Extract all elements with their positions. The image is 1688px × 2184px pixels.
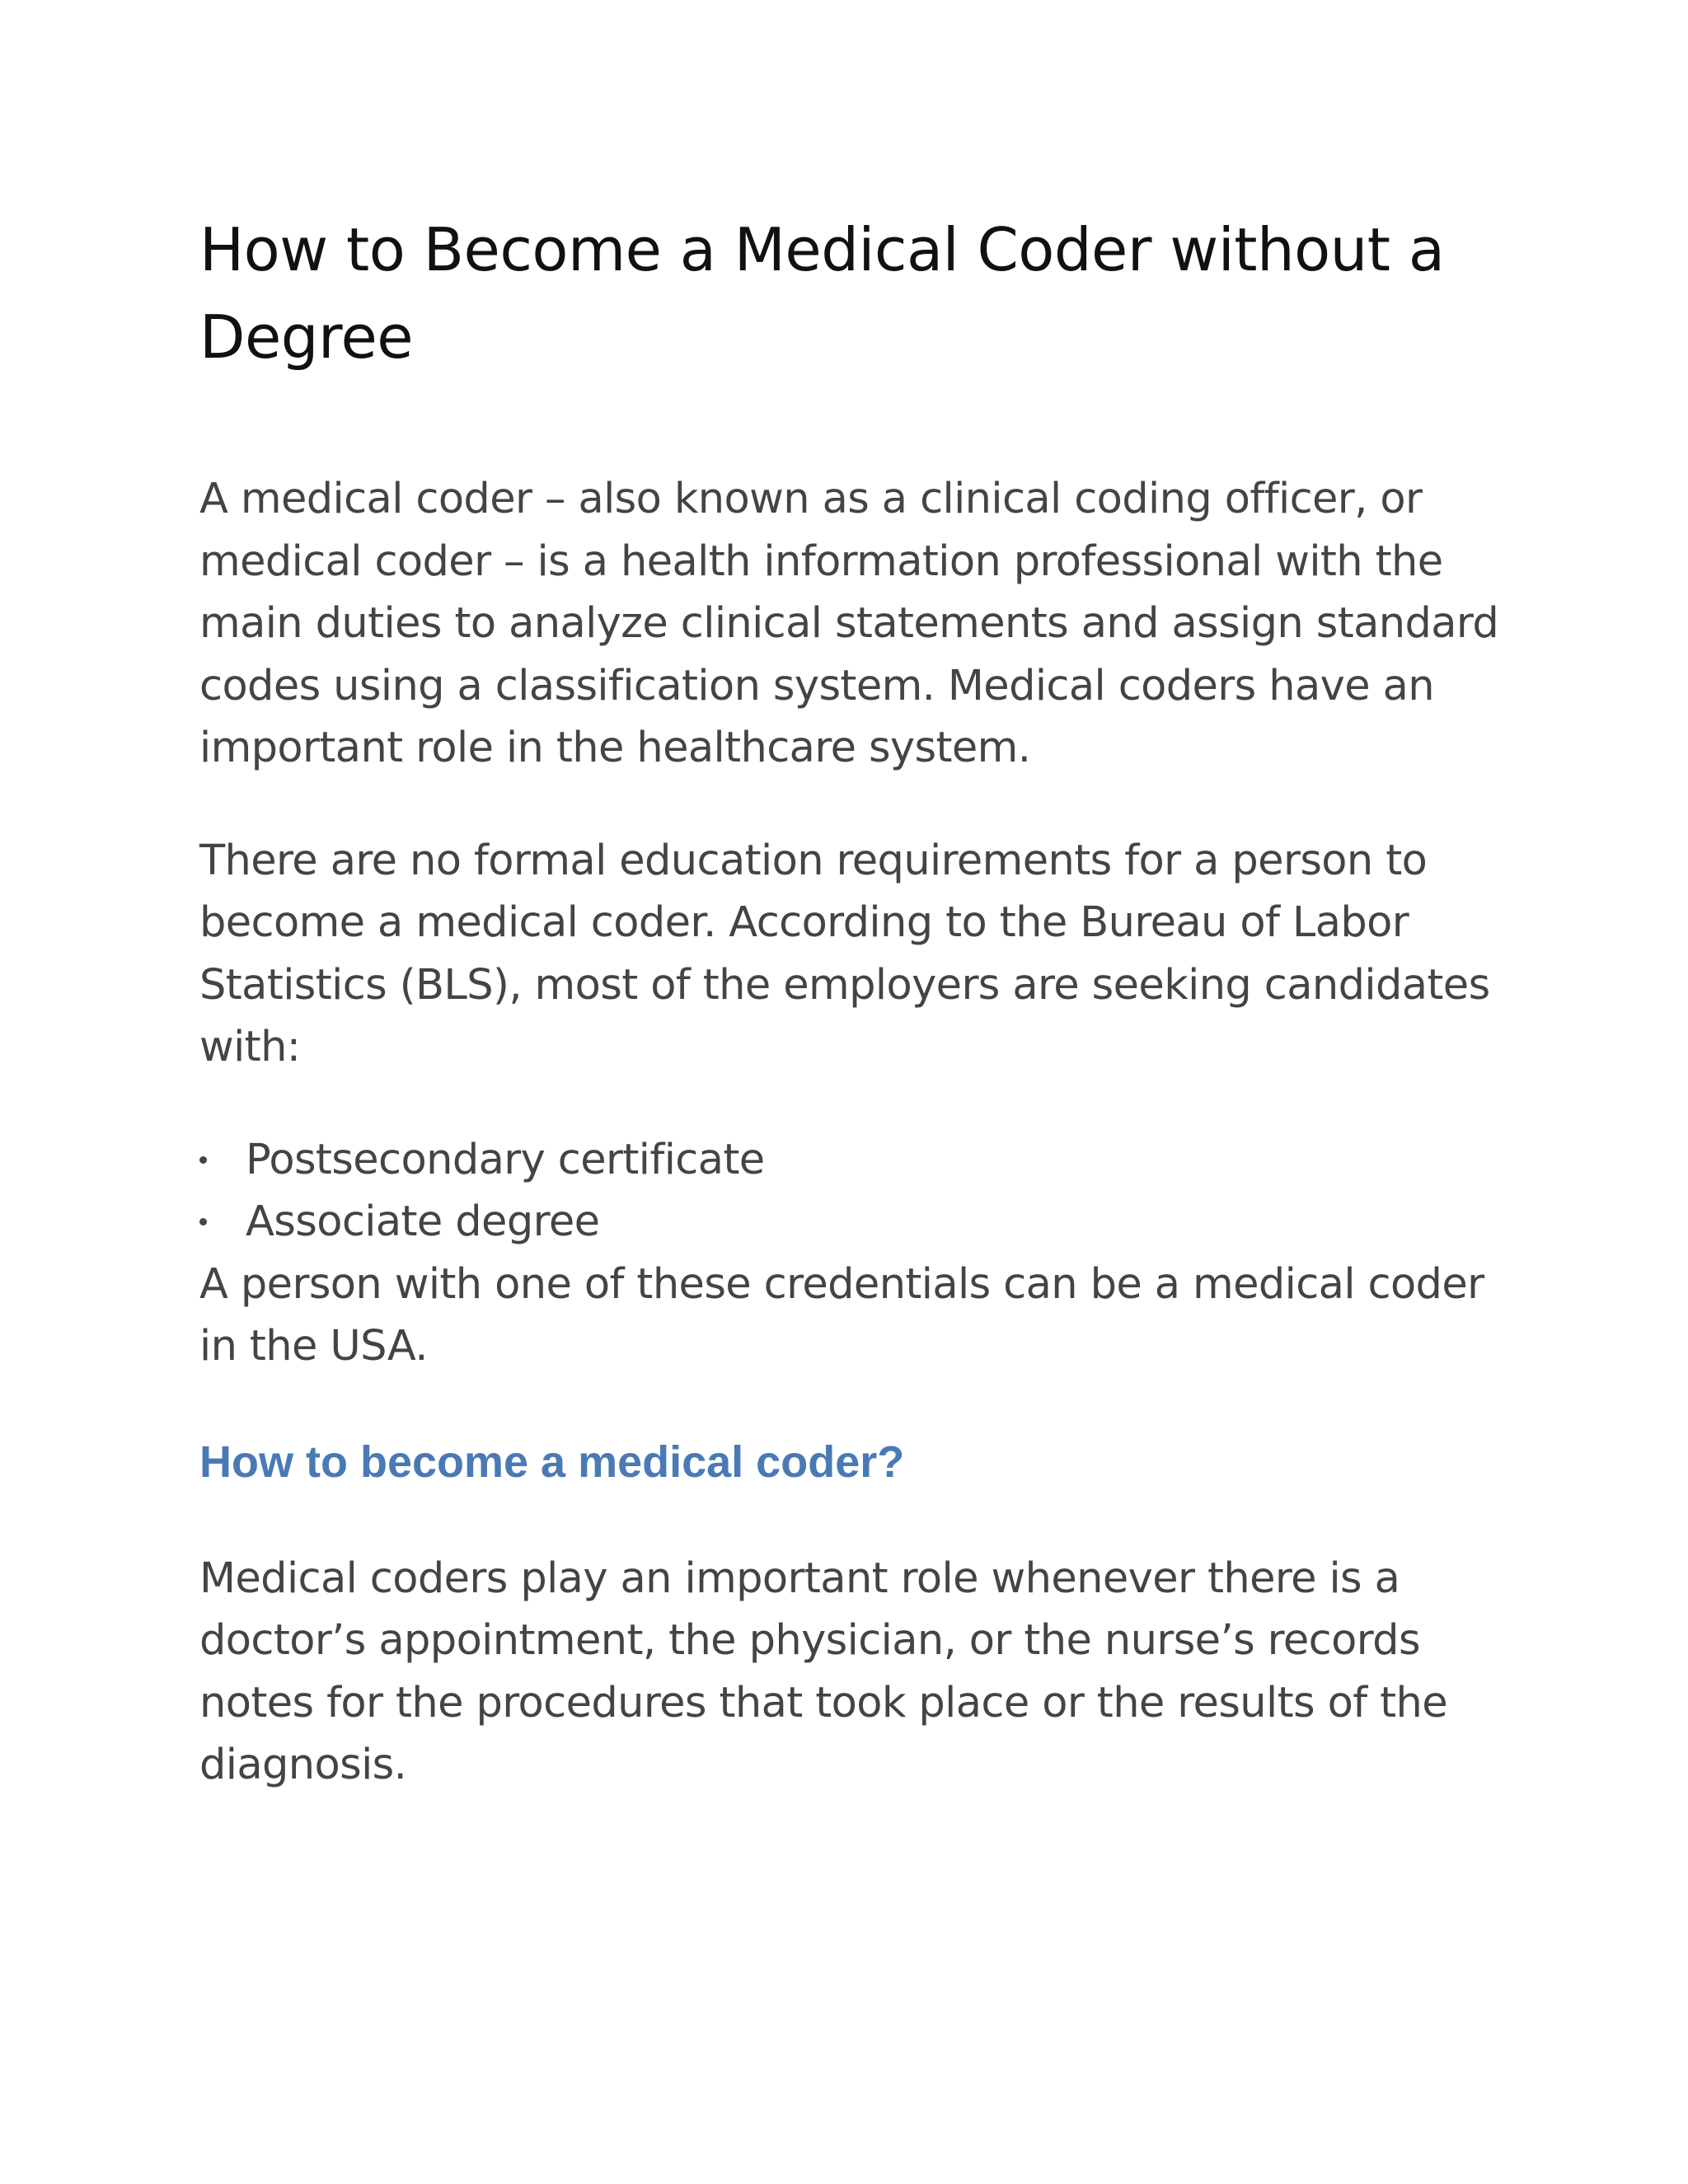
credentials-list [199,1129,1502,1254]
intro-paragraph: A medical coder – also known as a clinical coding officer, or medical coder – is a health information professional with the main duties to analyze clinical statements and assign standard codes using a classification system. Medical coders have an important role in the healthcare system. [199,475,1499,772]
section-heading: How to become a medical coder? [199,1436,905,1487]
page-title: How to Become a Medical Coder without a Degree [199,215,1445,372]
list-item-label: Associate degree [246,1197,600,1246]
list-item [199,1129,1502,1192]
role-paragraph: Medical coders play an important role whenever there is a doctor’s appointment, the physician, or the nurse’s records notes for the procedures that took place or the results of the diagnosis. [199,1554,1448,1789]
bullet-icon [199,1156,207,1164]
document-content [199,206,1502,1797]
list-item-label: Postsecondary certificate [246,1135,765,1184]
credentials-note-paragraph: A person with one of these credentials can be a medical coder in the USA. [199,1259,1484,1371]
list-item [199,1191,1502,1254]
bullet-icon [199,1218,207,1226]
requirements-paragraph: There are no formal education requirements for a person to become a medical coder. According to the Bureau of Labor Statistics (BLS), most of the employers are seeking candidates with: [199,836,1490,1071]
